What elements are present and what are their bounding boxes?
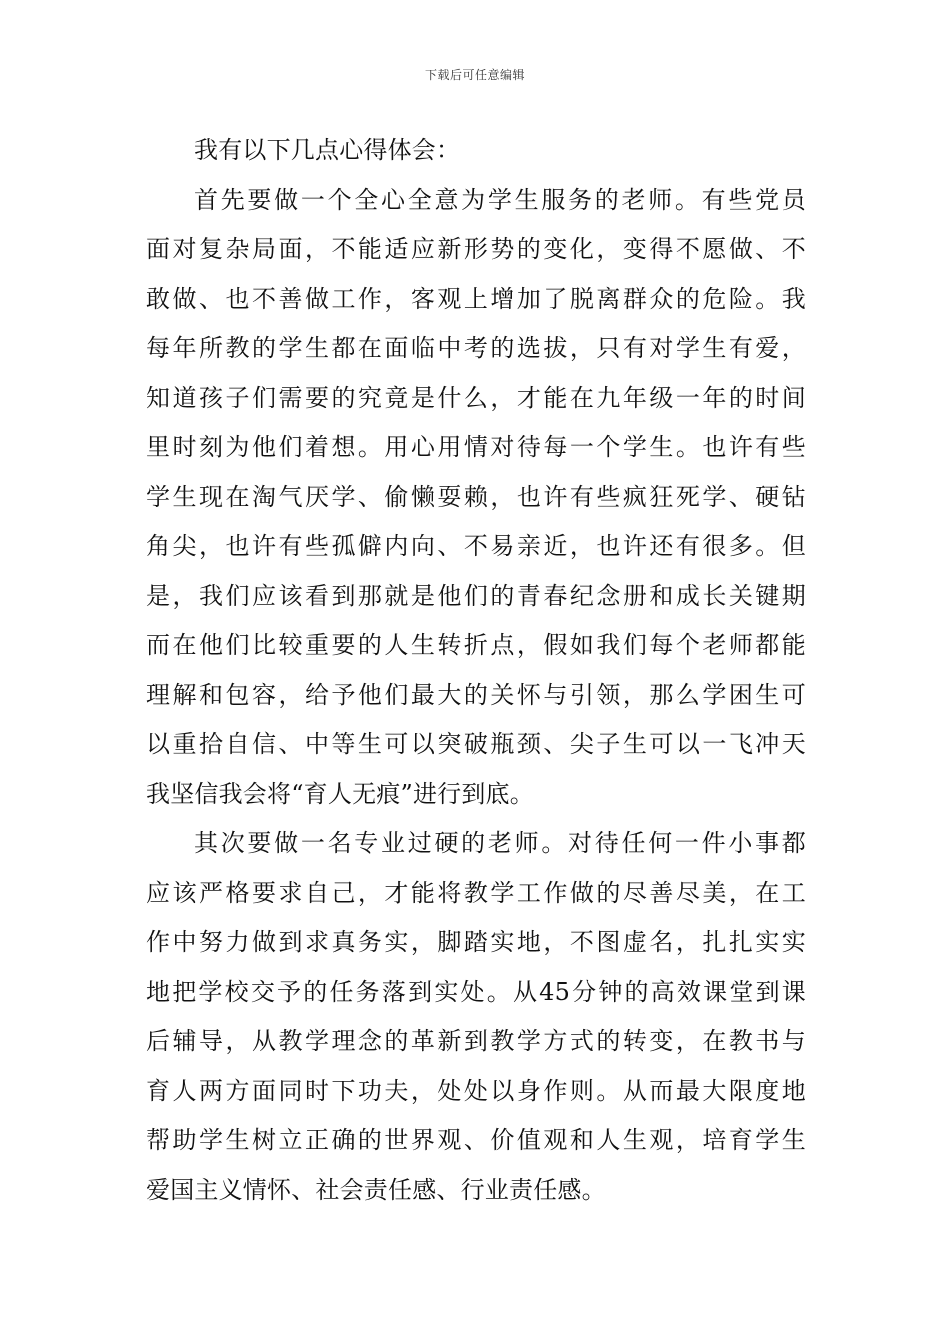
paragraph-1-line: 是，我们应该看到那就是他们的青春纪念册和成长关键期	[146, 581, 806, 610]
paragraph-2-line: 作中努力做到求真务实，脚踏实地，不图虚名，扎扎实实	[146, 928, 806, 956]
paragraph-1-line: 学生现在淘气厌学、偷懒耍赖，也许有些疯狂死学、硬钻	[146, 482, 806, 511]
paragraph-2-line: 帮助学生树立正确的世界观、价值观和人生观，培育学生	[146, 1126, 806, 1154]
paragraph-1-line: 里时刻为他们着想。用心用情对待每一个学生。也许有些	[146, 433, 806, 461]
paragraph-2-line: 爱国主义情怀、社会责任感、行业责任感。	[146, 1175, 606, 1204]
paragraph-1-line: 知道孩子们需要的究竟是什么，才能在九年级一年的时间	[146, 383, 806, 412]
paragraph-2-line: 其次要做一名专业过硬的老师。对待任何一件小事都	[194, 829, 806, 857]
paragraph-1-line: 角尖，也许有些孤僻内向、不易亲近，也许还有很多。但	[146, 532, 806, 560]
paragraph-1-line: 面对复杂局面，不能适应新形势的变化，变得不愿做、不	[146, 235, 806, 263]
paragraph-1-line: 我坚信我会将“育人无痕”进行到底。	[146, 779, 534, 808]
paragraph-1-line: 以重拾自信、中等生可以突破瓶颈、尖子生可以一飞冲天	[146, 730, 806, 758]
paragraph-1-line: 敢做、也不善做工作，客观上增加了脱离群众的危险。我	[146, 284, 806, 313]
paragraph-1-line: 理解和包容，给予他们最大的关怀与引领，那么学困生可	[146, 680, 806, 709]
page-header: 下载后可任意编辑	[424, 68, 525, 82]
paragraph-2-line: 育人两方面同时下功夫，处处以身作则。从而最大限度地	[146, 1076, 806, 1105]
paragraph-2-line: 应该严格要求自己，才能将教学工作做的尽善尽美，在工	[146, 878, 806, 907]
paragraph-1-line: 首先要做一个全心全意为学生服务的老师。有些党员	[194, 185, 806, 214]
paragraph-intro-line: 我有以下几点心得体会：	[194, 136, 461, 164]
paragraph-2-line: 后辅导，从教学理念的革新到教学方式的转变，在教书与	[146, 1027, 806, 1055]
document-body	[146, 126, 806, 1215]
paragraph-2-line: 地把学校交予的任务落到实处。从45分钟的高效课堂到课	[146, 977, 806, 1006]
paragraph-1-line: 而在他们比较重要的人生转折点，假如我们每个老师都能	[146, 631, 806, 659]
paragraph-1-line: 每年所教的学生都在面临中考的选拔，只有对学生有爱，	[146, 334, 806, 362]
